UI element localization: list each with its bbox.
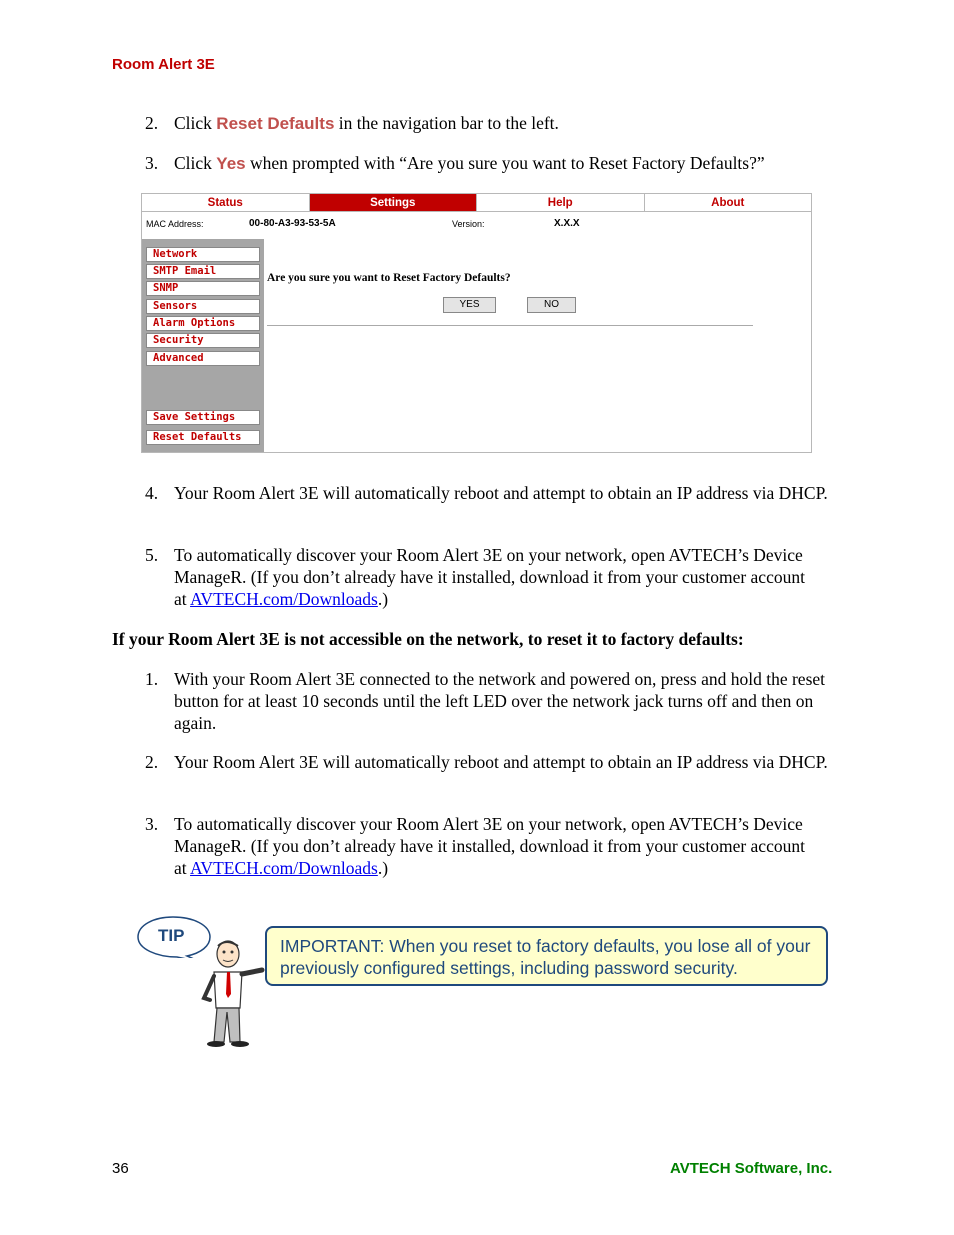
sidebar-item-network[interactable]: Network xyxy=(146,247,260,262)
mac-address-value: 00-80-A3-93-53-5A xyxy=(249,218,336,229)
sidebar-item-snmp[interactable]: SNMP xyxy=(146,281,260,296)
sidebar-item-advanced[interactable]: Advanced xyxy=(146,351,260,366)
step-text: With your Room Alert 3E connected to the network and powered on, press and hold the reset button for at least 10 seconds until the left LED over the network jack turns off and then on again. xyxy=(174,669,826,733)
page-number: 36 xyxy=(112,1160,129,1177)
step-number: 3. xyxy=(145,153,159,173)
tab-status[interactable]: Status xyxy=(142,194,310,212)
no-button[interactable]: NO xyxy=(527,297,576,313)
sidebar-item-smtp-email[interactable]: SMTP Email xyxy=(146,264,260,279)
company-footer: AVTECH Software, Inc. xyxy=(670,1160,833,1177)
tab-help[interactable]: Help xyxy=(477,194,645,212)
version-label: Version: xyxy=(452,219,485,229)
step-number: 2. xyxy=(145,113,159,133)
downloads-link[interactable]: AVTECH.com/Downloads xyxy=(190,589,378,609)
tip-label: TIP xyxy=(158,926,185,945)
section-subheading: If your Room Alert 3E is not accessible on the network, to reset it to factory defaults: xyxy=(112,629,744,649)
version-value: X.X.X xyxy=(554,218,580,229)
tab-settings[interactable]: Settings xyxy=(310,194,478,212)
step-text: Your Room Alert 3E will automatically reboot and attempt to obtain an IP address via DHCP. xyxy=(174,483,828,503)
tab-about[interactable]: About xyxy=(645,194,812,212)
yes-button[interactable]: YES xyxy=(443,297,496,313)
step-text: Your Room Alert 3E will automatically reboot and attempt to obtain an IP address via DHCP. xyxy=(174,752,828,772)
downloads-link[interactable]: AVTECH.com/Downloads xyxy=(190,858,378,878)
divider xyxy=(267,325,753,326)
save-settings-button[interactable]: Save Settings xyxy=(146,410,260,425)
step-number: 4. xyxy=(145,483,159,503)
sidebar-item-security[interactable]: Security xyxy=(146,333,260,348)
top-nav-tabs xyxy=(142,194,811,212)
settings-screenshot xyxy=(141,193,812,453)
reset-confirm-prompt: Are you sure you want to Reset Factory Defaults? xyxy=(267,272,511,284)
step-number: 1. xyxy=(145,669,159,689)
step-number: 2. xyxy=(145,752,159,772)
running-header: Room Alert 3E xyxy=(112,56,215,73)
tip-callout: IMPORTANT: When you reset to factory defaults, you lose all of your previously configured settings, including password security. xyxy=(265,926,828,986)
step-number: 5. xyxy=(145,545,159,565)
step-number: 3. xyxy=(145,814,159,834)
sidebar-item-sensors[interactable]: Sensors xyxy=(146,299,260,314)
reset-defaults-button[interactable]: Reset Defaults xyxy=(146,430,260,445)
mac-address-label: MAC Address: xyxy=(146,219,204,229)
settings-sidebar xyxy=(142,239,264,452)
sidebar-item-alarm-options[interactable]: Alarm Options xyxy=(146,316,260,331)
reset-defaults-keyword: Reset Defaults xyxy=(216,114,335,133)
mascot-figure-icon xyxy=(196,938,266,1048)
yes-keyword: Yes xyxy=(216,154,246,173)
